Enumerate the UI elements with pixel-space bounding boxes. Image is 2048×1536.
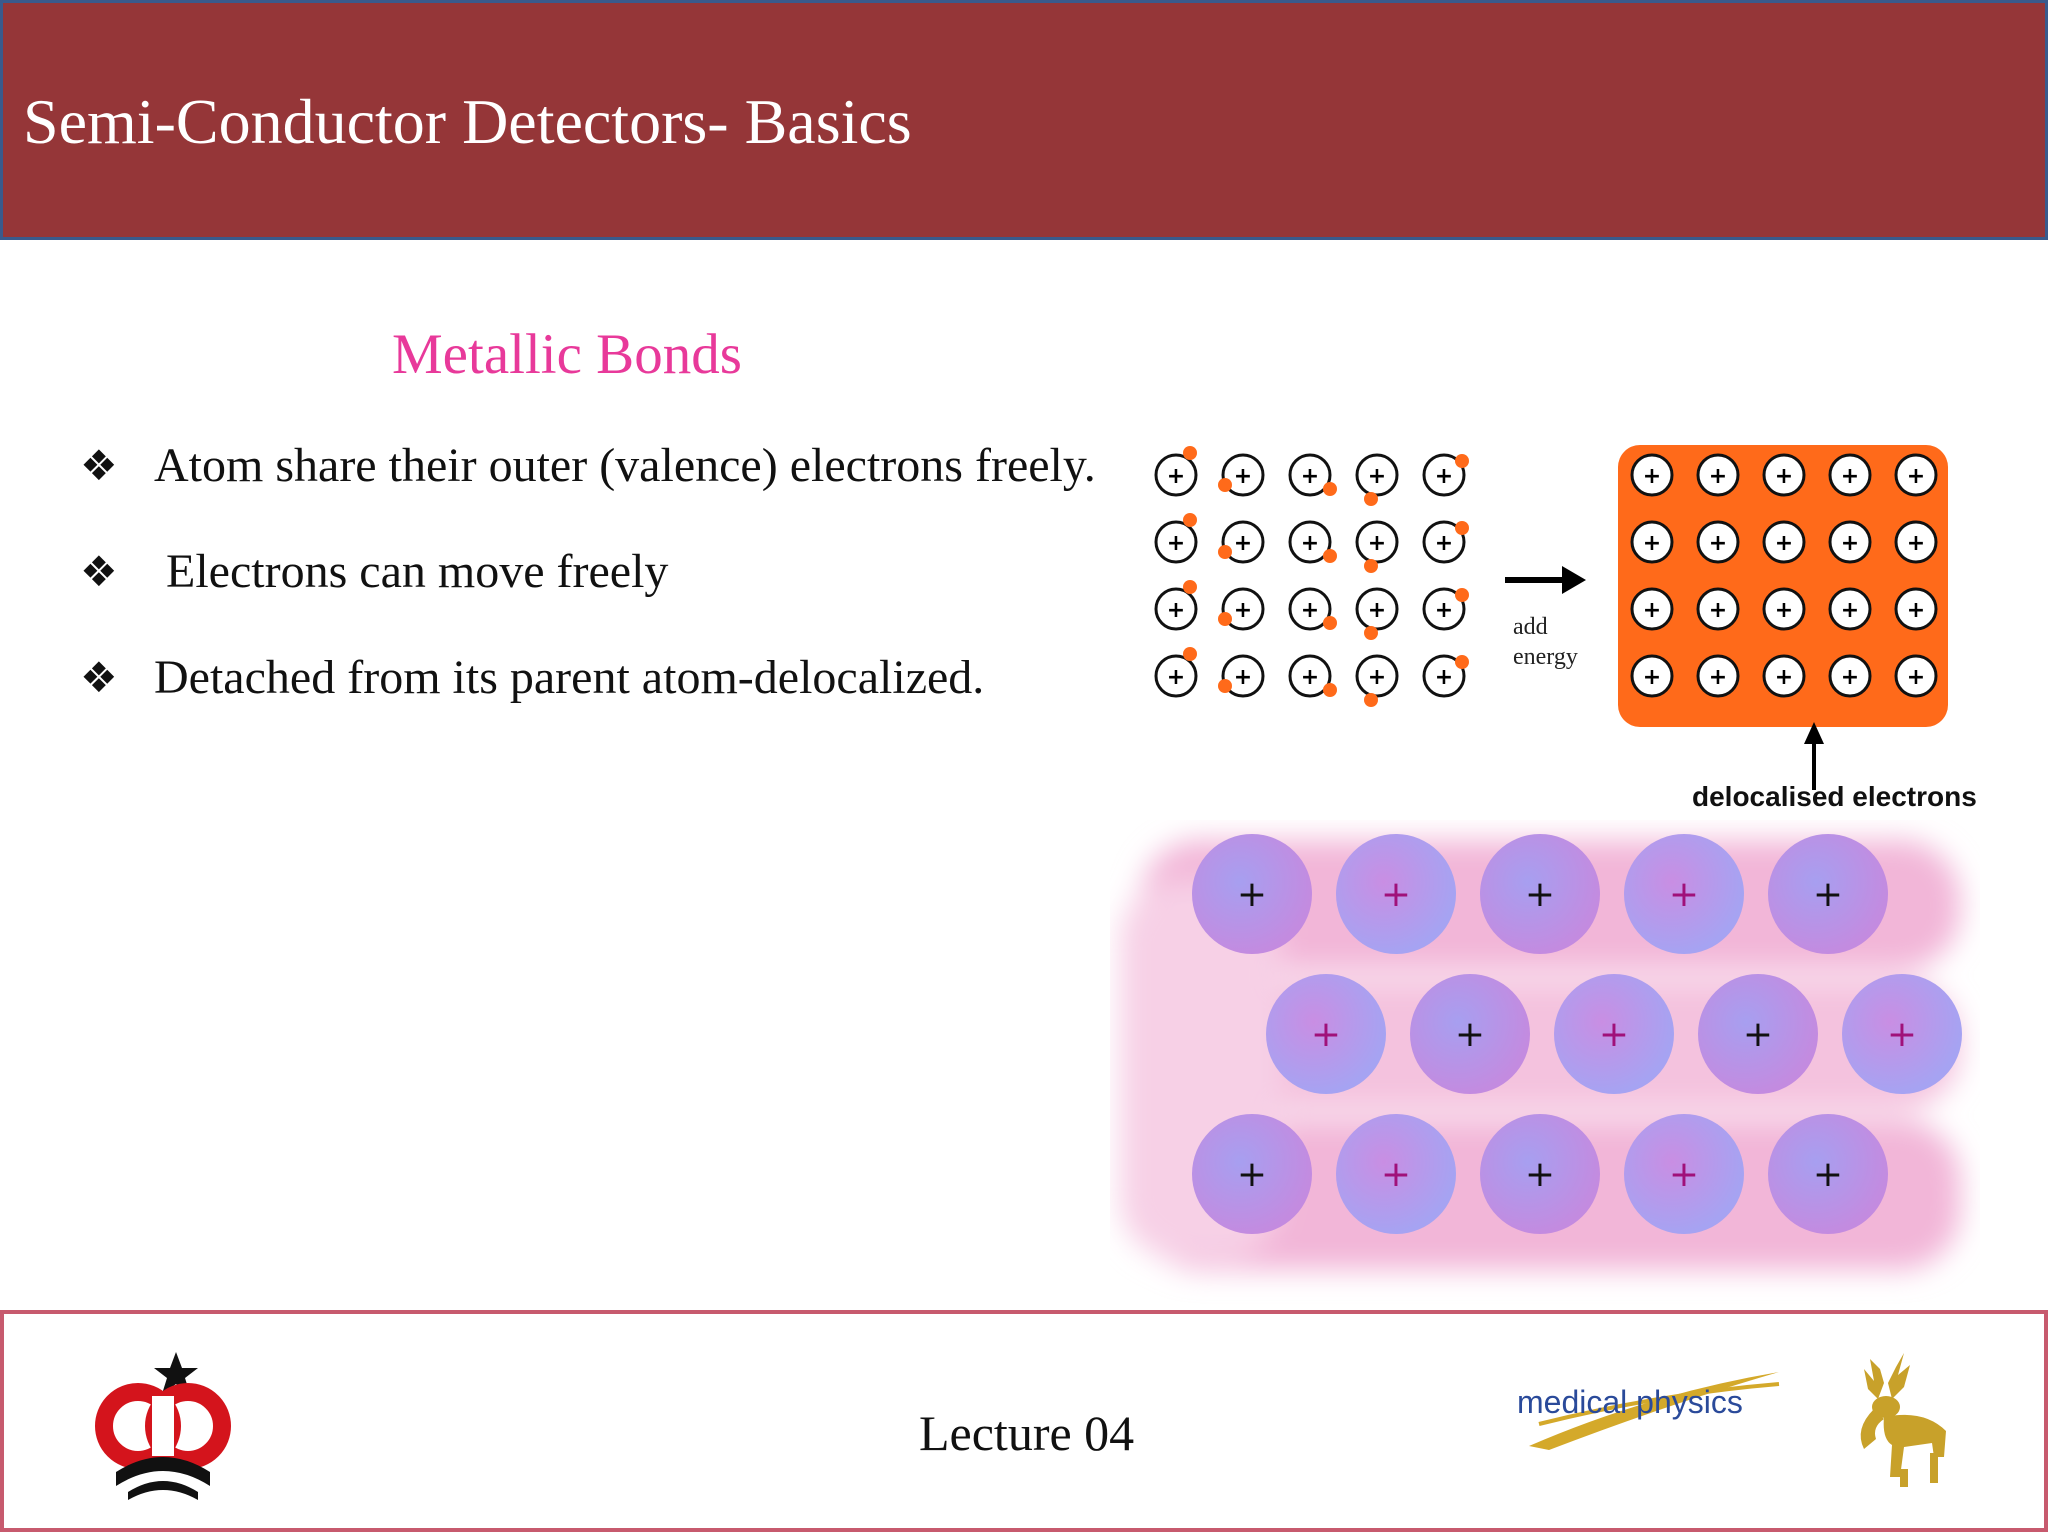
electron-dot <box>1183 446 1197 460</box>
svg-text:+: + <box>1642 531 1662 556</box>
svg-text:+: + <box>1233 665 1253 690</box>
medical-physics-logo <box>1509 1354 1799 1474</box>
cation <box>1336 1114 1456 1234</box>
electron-dot <box>1323 549 1337 563</box>
arrow-label-add: add <box>1513 614 1548 640</box>
positive-ion <box>1764 589 1804 629</box>
svg-text:+: + <box>1300 665 1320 690</box>
positive-ion <box>1896 455 1936 495</box>
arrow-label-energy: energy <box>1513 644 1578 670</box>
svg-text:+: + <box>1300 464 1320 489</box>
svg-text:+: + <box>1233 464 1253 489</box>
svg-text:+: + <box>1708 531 1728 556</box>
svg-text:+: + <box>1380 1154 1412 1195</box>
electron-dot <box>1218 679 1232 693</box>
cation <box>1768 834 1888 954</box>
cation <box>1410 974 1530 1094</box>
electron-dot <box>1364 559 1378 573</box>
svg-text:+: + <box>1840 665 1860 690</box>
positive-ion <box>1156 589 1196 629</box>
electron-dot <box>1183 513 1197 527</box>
electron-dot <box>1323 482 1337 496</box>
electron-dot <box>1218 612 1232 626</box>
svg-text:+: + <box>1812 874 1844 915</box>
svg-text:+: + <box>1454 1014 1486 1055</box>
positive-ion <box>1156 656 1196 696</box>
svg-text:+: + <box>1434 598 1454 623</box>
svg-text:+: + <box>1598 1014 1630 1055</box>
svg-text:+: + <box>1166 598 1186 623</box>
right-arrow-icon <box>1505 566 1586 594</box>
positive-ion <box>1156 522 1196 562</box>
diamond-bullet-icon: ❖ <box>80 547 118 596</box>
svg-text:+: + <box>1310 1014 1342 1055</box>
positive-ion <box>1764 522 1804 562</box>
svg-text:+: + <box>1840 464 1860 489</box>
svg-text:+: + <box>1906 531 1926 556</box>
svg-text:+: + <box>1774 598 1794 623</box>
svg-text:+: + <box>1434 464 1454 489</box>
bullet-item <box>80 632 1100 724</box>
electron-dot <box>1455 588 1469 602</box>
bullet-text: Atom share their outer (valence) electrons freely. <box>154 439 1096 492</box>
positive-ion <box>1896 656 1936 696</box>
cation <box>1192 1114 1312 1234</box>
electron-dot <box>1323 616 1337 630</box>
positive-ion <box>1357 656 1397 696</box>
svg-text:+: + <box>1367 464 1387 489</box>
positive-ion <box>1357 522 1397 562</box>
positive-ion <box>1632 522 1672 562</box>
delocalization-diagram <box>1140 420 2000 820</box>
lecture-label: Lecture 04 <box>919 1405 1135 1461</box>
positive-ion <box>1632 589 1672 629</box>
cation <box>1480 1114 1600 1234</box>
footer-bar <box>0 1310 2048 1532</box>
positive-ion <box>1357 455 1397 495</box>
positive-ion <box>1830 455 1870 495</box>
diamond-bullet-icon: ❖ <box>80 653 118 702</box>
medical-physics-text: medical physics <box>1517 1384 1743 1420</box>
bullet-text: Electrons can move freely <box>166 545 669 598</box>
svg-text:+: + <box>1236 1154 1268 1195</box>
electron-dot <box>1455 521 1469 535</box>
electron-dot <box>1218 478 1232 492</box>
svg-text:+: + <box>1840 531 1860 556</box>
slide-title: Semi-Conductor Detectors- Basics <box>23 86 912 157</box>
positive-ion <box>1830 522 1870 562</box>
positive-ion <box>1357 589 1397 629</box>
svg-text:+: + <box>1300 531 1320 556</box>
cation <box>1336 834 1456 954</box>
positive-ion <box>1896 522 1936 562</box>
positive-ion <box>1632 455 1672 495</box>
positive-ion <box>1764 656 1804 696</box>
localized-lattice <box>1156 446 1469 707</box>
svg-text:+: + <box>1742 1014 1774 1055</box>
svg-text:+: + <box>1300 598 1320 623</box>
svg-text:+: + <box>1642 464 1662 489</box>
section-title: Metallic Bonds <box>392 323 742 386</box>
positive-ion <box>1698 589 1738 629</box>
stag-logo-icon <box>1834 1339 1954 1499</box>
bullet-item <box>80 420 1100 512</box>
svg-text:+: + <box>1380 874 1412 915</box>
svg-text:+: + <box>1708 665 1728 690</box>
svg-text:+: + <box>1642 665 1662 690</box>
svg-text:+: + <box>1886 1014 1918 1055</box>
positive-ion <box>1698 455 1738 495</box>
positive-ion <box>1896 589 1936 629</box>
diamond-bullet-icon: ❖ <box>80 441 118 490</box>
bullet-text: Detached from its parent atom-delocalized. <box>154 651 985 704</box>
svg-text:+: + <box>1236 874 1268 915</box>
svg-text:+: + <box>1642 598 1662 623</box>
cation <box>1624 1114 1744 1234</box>
svg-text:+: + <box>1233 531 1253 556</box>
svg-text:+: + <box>1668 874 1700 915</box>
cation <box>1266 974 1386 1094</box>
positive-ion <box>1830 656 1870 696</box>
positive-ion <box>1632 656 1672 696</box>
cation <box>1698 974 1818 1094</box>
cation <box>1192 834 1312 954</box>
electron-dot <box>1455 655 1469 669</box>
positive-ion <box>1698 656 1738 696</box>
positive-ion <box>1830 589 1870 629</box>
electron-dot <box>1183 647 1197 661</box>
svg-text:+: + <box>1774 665 1794 690</box>
svg-text:+: + <box>1774 464 1794 489</box>
positive-ion <box>1698 522 1738 562</box>
svg-text:+: + <box>1367 598 1387 623</box>
delocalised-label: delocalised electrons <box>1692 781 1977 812</box>
svg-text:+: + <box>1840 598 1860 623</box>
svg-text:+: + <box>1906 464 1926 489</box>
electron-dot <box>1364 492 1378 506</box>
svg-text:+: + <box>1367 531 1387 556</box>
bullet-list <box>80 420 1100 724</box>
electron-dot <box>1323 683 1337 697</box>
svg-text:+: + <box>1434 665 1454 690</box>
svg-text:+: + <box>1906 665 1926 690</box>
institution-logo <box>88 1344 238 1504</box>
electron-dot <box>1364 693 1378 707</box>
electron-dot <box>1455 454 1469 468</box>
svg-text:+: + <box>1524 874 1556 915</box>
positive-ion <box>1156 455 1196 495</box>
cation <box>1842 974 1962 1094</box>
svg-text:+: + <box>1166 464 1186 489</box>
cation <box>1554 974 1674 1094</box>
svg-text:+: + <box>1668 1154 1700 1195</box>
bullet-item <box>80 526 1100 618</box>
svg-text:+: + <box>1166 531 1186 556</box>
svg-text:+: + <box>1812 1154 1844 1195</box>
electron-dot <box>1364 626 1378 640</box>
svg-text:+: + <box>1708 598 1728 623</box>
title-bar <box>0 0 2048 240</box>
svg-text:+: + <box>1906 598 1926 623</box>
positive-ion <box>1764 455 1804 495</box>
cation <box>1624 834 1744 954</box>
svg-text:+: + <box>1524 1154 1556 1195</box>
cation <box>1768 1114 1888 1234</box>
up-arrow-icon <box>1804 722 1824 790</box>
svg-text:+: + <box>1774 531 1794 556</box>
svg-text:+: + <box>1233 598 1253 623</box>
cation-grid <box>1192 834 1962 1234</box>
svg-text:+: + <box>1166 665 1186 690</box>
electron-dot <box>1183 580 1197 594</box>
svg-text:+: + <box>1367 665 1387 690</box>
electron-dot <box>1218 545 1232 559</box>
electron-cloud-diagram <box>1110 820 1980 1310</box>
svg-text:+: + <box>1708 464 1728 489</box>
svg-text:+: + <box>1434 531 1454 556</box>
cation <box>1480 834 1600 954</box>
